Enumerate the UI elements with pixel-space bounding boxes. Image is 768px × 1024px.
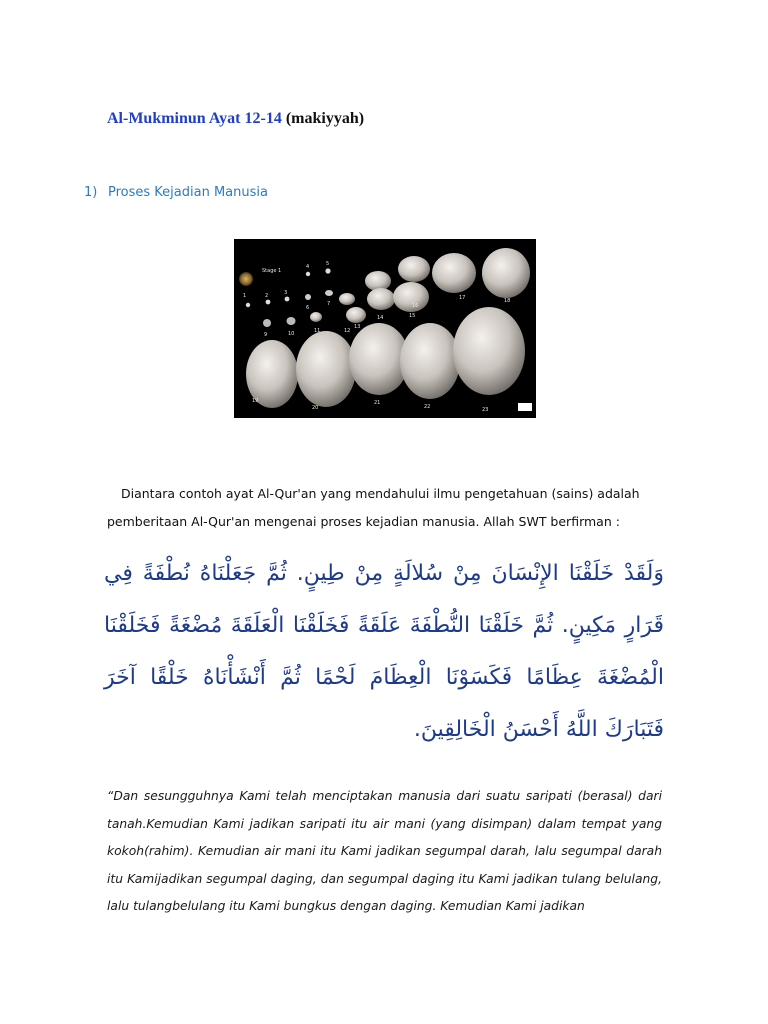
svg-text:2: 2 <box>265 293 269 299</box>
svg-text:4: 4 <box>306 264 310 270</box>
arabic-verse: وَلَقَدْ خَلَقْنَا الإِنْسَانَ مِنْ سُلالَةٍ مِنْ طِينٍ. ثُمَّ جَعَلْنَاهُ نُطْفَةً فِي قَرَارٍ مَكِينٍ. ثُمَّ خَلَقْنَا النُّطْفَةَ عَلَقَةً فَخَلَقْنَا الْعَلَقَةَ مُضْغَةً فَخَلَقْنَا الْمُضْغَةَ عِظَامًا فَكَسَوْنَا الْعِظَامَ لَحْمًا ثُمَّ أَنْشَأْنَاهُ خَلْقًا آخَرَ فَتَبَارَكَ اللَّهُ أَحْسَنُ الْخَالِقِينَ. <box>104 561 664 742</box>
svg-text:17: 17 <box>459 295 466 301</box>
intro-paragraph <box>107 480 663 536</box>
section-heading-text: Proses Kejadian Manusia <box>108 185 268 200</box>
surah-note: (makiyyah) <box>285 110 365 127</box>
svg-text:9: 9 <box>264 332 268 338</box>
section-number: 1) <box>84 185 98 200</box>
svg-text:10: 10 <box>288 331 295 337</box>
svg-text:13: 13 <box>354 324 361 330</box>
svg-text:15: 15 <box>409 313 416 319</box>
svg-text:1: 1 <box>243 293 247 299</box>
page-title <box>107 110 364 128</box>
svg-text:7: 7 <box>327 301 331 307</box>
svg-text:23: 23 <box>482 407 489 413</box>
svg-text:18: 18 <box>504 298 511 304</box>
svg-text:5: 5 <box>326 261 330 267</box>
svg-text:22: 22 <box>424 404 431 410</box>
svg-text:11: 11 <box>314 328 321 334</box>
embryo-illustration <box>234 239 536 418</box>
svg-text:16: 16 <box>412 303 419 309</box>
embryo-stages-image <box>234 239 536 418</box>
svg-text:21: 21 <box>374 400 381 406</box>
svg-text:12: 12 <box>344 328 351 334</box>
verse-translation: “Dan sesungguhnya Kami telah menciptakan manusia dari suatu saripati (berasal) dari tanah.Kemudian Kami jadikan saripati itu air mani (yang disimpan) dalam tempat yang kokoh(rahim). Kemudian air mani itu Kami jadikan segumpal darah, lalu segumpal darah itu Kamijadikan segumpal daging, dan segumpal daging itu Kami jadikan tulang belulang, lalu tulangbelulang itu Kami bungkus dengan daging. Kemudian Kami jadikan <box>107 789 662 913</box>
svg-text:3: 3 <box>284 290 288 296</box>
svg-text:14: 14 <box>377 315 384 321</box>
svg-text:20: 20 <box>312 405 319 411</box>
intro-line-1-text: Diantara contoh ayat Al-Qur'an yang mendahului ilmu pengetahuan (sains) adalah <box>121 486 640 501</box>
intro-line-1 <box>107 480 663 508</box>
svg-text:6: 6 <box>306 305 310 311</box>
section-heading <box>84 185 268 200</box>
intro-line-2: pemberitaan Al-Qur'an mengenai proses kejadian manusia. Allah SWT berfirman : <box>107 514 620 529</box>
svg-text:19: 19 <box>252 398 259 404</box>
surah-title: Al-Mukminun Ayat 12-14 <box>107 110 282 127</box>
svg-text:Stage 1: Stage 1 <box>262 268 282 274</box>
